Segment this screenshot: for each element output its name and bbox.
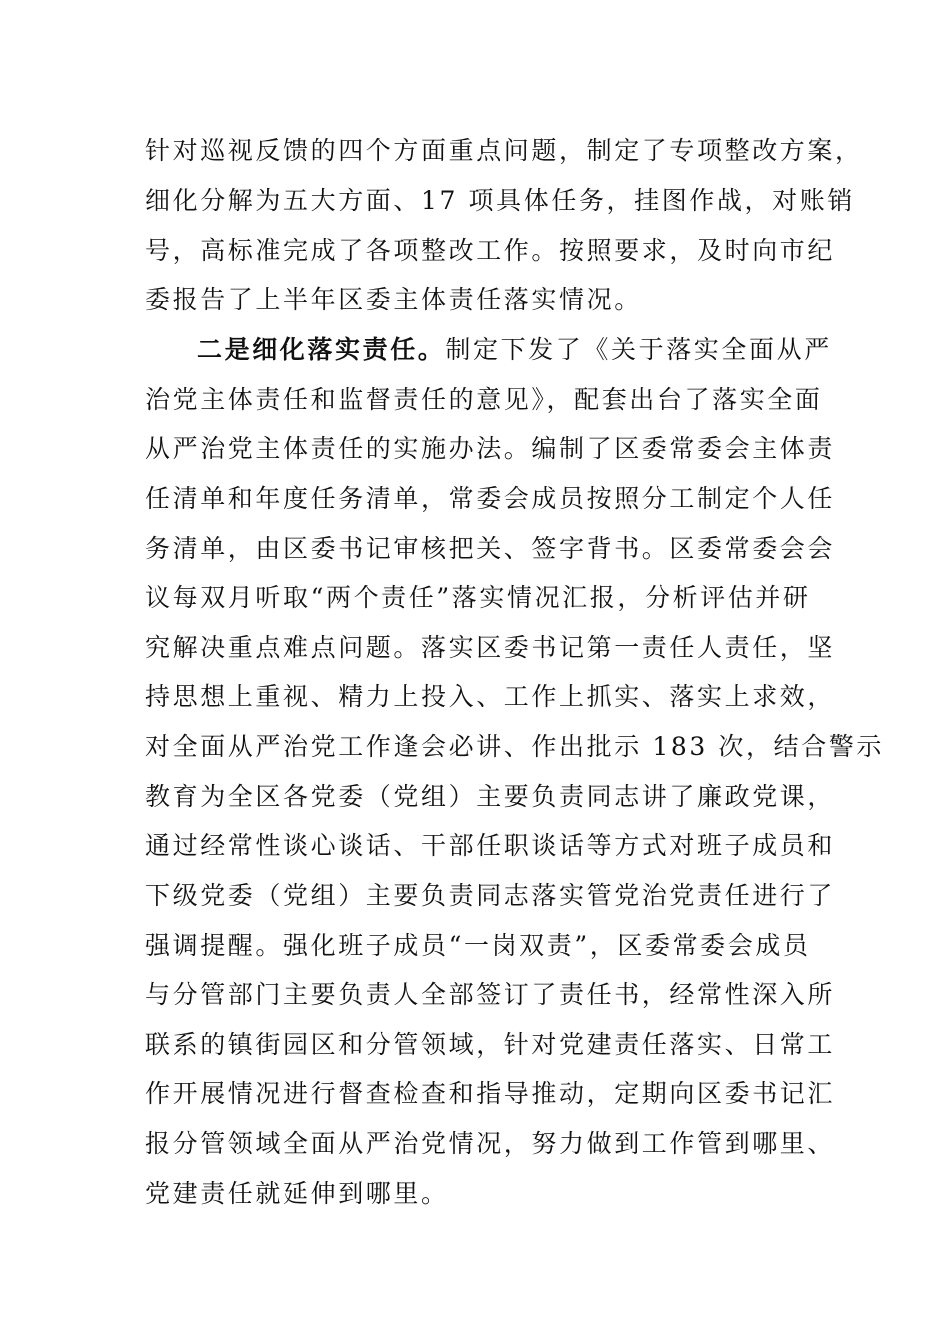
paragraph-2-line-1 [197,332,832,368]
paragraph-2-line-12: 下级党委（党组）主要负责同志落实管党治党责任进行了 [145,881,836,910]
paragraph-2-line-16: 作开展情况进行督查检查和指导推动，定期向区委书记汇 [145,1079,836,1108]
paragraph-2-line-3: 从严治党主体责任的实施办法。编制了区委常委会主体责 [145,434,836,463]
paragraph-2-line-8: 持思想上重视、精力上投入、工作上抓实、落实上求效， [145,682,836,711]
paragraph-2-line-17: 报分管领域全面从严治党情况，努力做到工作管到哪里、 [145,1129,836,1158]
paragraph-2-line-5: 务清单，由区委书记审核把关、签字背书。区委常委会会 [145,534,836,563]
paragraph-2-line-18: 党建责任就延伸到哪里。 [145,1179,449,1208]
paragraph-2-line-7: 究解决重点难点问题。落实区委书记第一责任人责任，坚 [145,633,836,662]
paragraph-2-line-13: 强调提醒。强化班子成员“一岗双责”，区委常委会成员 [145,931,811,960]
paragraph-2-line-10: 教育为全区各党委（党组）主要负责同志讲了廉政党课， [145,782,836,811]
paragraph-2-line-14: 与分管部门主要负责人全部签订了责任书，经常性深入所 [145,980,836,1009]
paragraph-1-line-3: 号，高标准完成了各项整改工作。按照要求，及时向市纪 [145,236,836,265]
paragraph-2-lead: 二是细化落实责任。 [197,335,446,364]
paragraph-2-line-4: 任清单和年度任务清单，常委会成员按照分工制定个人任 [145,484,836,513]
paragraph-1-line-2: 细化分解为五大方面、17 项具体任务，挂图作战，对账销 [145,186,855,215]
paragraph-2-line-2: 治党主体责任和监督责任的意见》，配套出台了落实全面 [145,385,823,414]
paragraph-2-first-line-rest: 制定下发了《关于落实全面从严 [445,335,832,364]
paragraph-2-line-6: 议每双月听取“两个责任”落实情况汇报，分析评估并研 [145,583,811,612]
paragraph-1-line-1: 针对巡视反馈的四个方面重点问题，制定了专项整改方案， [145,136,863,165]
paragraph-2-line-11: 通过经常性谈心谈话、干部任职谈话等方式对班子成员和 [145,831,836,860]
paragraph-1-line-4: 委报告了上半年区委主体责任落实情况。 [145,285,642,314]
paragraph-2-line-9: 对全面从严治党工作逢会必讲、作出批示 183 次，结合警示 [145,732,885,761]
paragraph-2-line-15: 联系的镇街园区和分管领域，针对党建责任落实、日常工 [145,1030,836,1059]
